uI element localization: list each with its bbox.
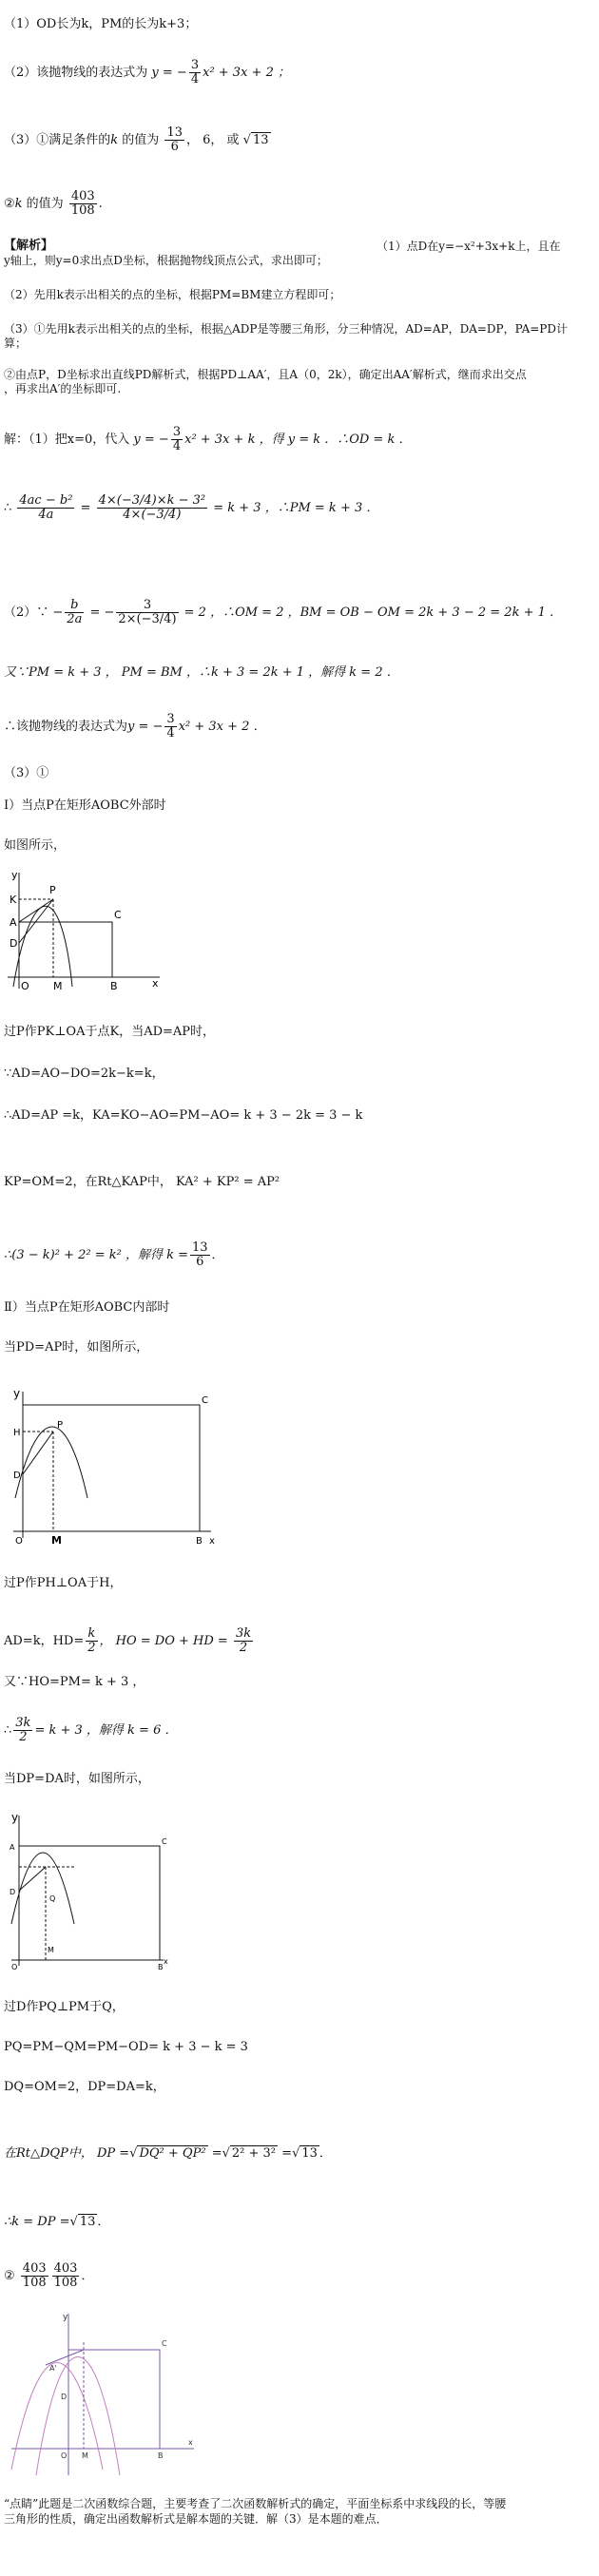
solution-line: ∴AD=AP =k，KA=KO−AO=PM−AO= k + 3 − 2k = 3 − k — [4, 1108, 363, 1123]
solution-line: （2）∵ − $\frac{b}{2a}$ = − $\frac{3}{2\times(-3/4)}$ = 2 ，∴OM = 2 ，BM = OB − OM = 2k + 3 − 2 = 2k + 1 ． — [4, 598, 563, 626]
solution-line: 过P作PH⊥OA于H， — [4, 1576, 123, 1590]
label-q: Q — [49, 1894, 56, 1903]
dp-line — [19, 1867, 46, 1891]
analysis-line: 算； — [4, 336, 28, 350]
solution-line: ② $\frac{403}{108}$ $\frac{403}{108}$ ． — [4, 2261, 94, 2290]
parabola — [13, 906, 72, 987]
analysis-line: ，再求出A′的坐标即可. — [4, 382, 122, 395]
label-b: B — [110, 980, 118, 992]
label-m: M — [53, 980, 63, 992]
rectangle-aobc — [68, 2350, 160, 2449]
figure-case-inside-pd-ap — [10, 1384, 219, 1546]
label-x: x — [188, 2438, 193, 2447]
label-x: x — [152, 977, 159, 990]
analysis-line: y轴上，则y=0求出点D坐标，根据抛物线顶点公式，求出即可； — [4, 254, 328, 267]
fraction: $\frac{3}{4}$ — [190, 58, 200, 87]
analysis-line: （3）①先用k表示出相关的点的坐标，根据△ADP是等腰三角形，分三种情况，AD=AP，DA=DP，PA=PD计 — [4, 322, 569, 336]
solution-line: （3）① — [4, 766, 49, 780]
label-c: C — [202, 1395, 208, 1406]
label-a: A — [10, 916, 17, 929]
answer-part-3: （3）①满足条件的k 的值为 $\frac{13}{6}$ ， 6， 或 √ 13 — [4, 125, 269, 154]
pa-line — [19, 899, 53, 922]
figure-case-outside — [4, 865, 165, 998]
solution-line: ∴(3 − k)² + 2² = k² ，解得 k = $\frac{13}{6}$ ． — [4, 1240, 224, 1269]
solution-line: 如图所示， — [4, 838, 67, 853]
solution-line: 解：（1）把x=0，代入 y = − $\frac{3}{4}$ x² + 3x + k ，得 y = k ．∴OD = k ． — [4, 425, 412, 453]
label-b: B — [158, 2451, 164, 2460]
solution-line: 过D作PQ⊥PM于Q， — [4, 2000, 125, 2014]
label-m: M — [82, 2451, 88, 2460]
label-y: y — [11, 1811, 19, 1824]
label-y: y — [11, 869, 18, 881]
label-x: x — [209, 1536, 215, 1546]
label-x: x — [164, 1957, 168, 1966]
label-o: O — [15, 1536, 23, 1546]
analysis-line: （2）先用k表示出相关的点的坐标，根据PM=BM建立方程即可； — [4, 288, 341, 301]
solution-line: PQ=PM−QM=PM−OD= k + 3 − k = 3 — [4, 2040, 248, 2054]
analysis-line: ②由点P，D坐标求出直线PD解析式，根据PD⊥AA′，且A（0，2k），确定出AA′解析式，继而求出交点 — [4, 368, 527, 381]
solution-line: Ⅱ）当点P在矩形AOBC内部时 — [4, 1300, 170, 1315]
answer-part-1: （1）OD长为k，PM的长为k+3； — [4, 17, 198, 31]
comment-line: 三角形的性质，确定出函数解析式是解本题的关键．解（3）是本题的难点． — [4, 2512, 388, 2526]
label-c: C — [162, 2339, 167, 2348]
label-d: D — [10, 1888, 16, 1896]
label-h: H — [13, 1428, 21, 1438]
label-c: C — [114, 909, 122, 921]
label-o: O — [11, 1963, 18, 1971]
fraction: $\frac{403}{108}$ — [70, 189, 95, 218]
rectangle-aobc — [19, 1846, 160, 1960]
comment-line: “点睛”此题是二次函数综合题，主要考查了二次函数解析式的确定，平面坐标系中求线段的长，等腰 — [4, 2497, 507, 2510]
label-y: y — [13, 1387, 21, 1400]
parabola — [15, 1427, 87, 1498]
parabola — [11, 1853, 74, 1924]
fraction: $\frac{13}{6}$ — [166, 125, 183, 154]
solution-line: Ⅰ）当点P在矩形AOBC外部时 — [4, 798, 166, 813]
label-m: M — [51, 1534, 62, 1546]
solution-line: 当PD=AP时，如图所示， — [4, 1340, 149, 1355]
figure-reflection — [8, 2308, 198, 2479]
label-o: O — [61, 2451, 68, 2460]
parabola-2 — [11, 2363, 103, 2470]
solution-line: 又∵PM = k + 3 ， PM = BM ，∴k + 3 = 2k + 1 ，解得 k = 2 ． — [4, 665, 399, 680]
rectangle-aobc — [23, 1405, 200, 1531]
solution-line: DQ=OM=2，DP=DA=k， — [4, 2080, 165, 2094]
solution-line: 在Rt△DQP中， DP =√ DQ² + QP² =√ 2² + 3² =√ 13 ． — [4, 2146, 332, 2161]
label-b: B — [196, 1536, 203, 1546]
answer-part-2: （2）该抛物线的表达式为 y = − $\frac{3}{4}$ x² + 3x + 2 ； — [4, 58, 290, 87]
label-d: D — [61, 2393, 68, 2401]
solution-line: 过P作PK⊥OA于点K，当AD=AP时， — [4, 1025, 216, 1039]
pd-line — [19, 899, 53, 943]
answer-part-4: ②k 的值为 $\frac{403}{108}$ . — [4, 189, 103, 218]
label-b: B — [158, 1963, 164, 1971]
label-d: D — [10, 937, 18, 950]
label-k: K — [10, 894, 17, 906]
solution-line: 当DP=DA时，如图所示， — [4, 1772, 150, 1786]
solution-line: 又∵HO=PM= k + 3 ， — [4, 1675, 145, 1689]
analysis-label: 【解析】 — [4, 239, 54, 253]
label-o: O — [21, 980, 29, 992]
label-a: A — [10, 1843, 15, 1852]
label-a-prime: A' — [49, 2364, 57, 2373]
solution-line: KP=OM=2，在Rt△KAP中， KA² + KP² = AP² — [4, 1175, 280, 1189]
pd-line — [23, 1432, 53, 1474]
label-p: P — [49, 884, 56, 896]
solution-line: AD=k，HD= $\frac{k}{2}$ ， HO = DO + HD = $\frac{3k}{2}$ — [4, 1626, 252, 1655]
rectangle-aobc — [19, 922, 112, 977]
solution-line: ∴ $\frac{3k}{2}$ = k + 3 ，解得 k = 6 ． — [4, 1716, 178, 1744]
solution-line: ∵AD=AO−DO=2k−k=k， — [4, 1067, 164, 1081]
parabola-1 — [36, 2357, 120, 2476]
label-p: P — [57, 1420, 64, 1431]
solution-line: ∴该抛物线的表达式为y = − $\frac{3}{4}$ x² + 3x + 2 ． — [4, 712, 266, 740]
analysis-line: （1）点D在y=−x²+3x+k上，且在 — [377, 240, 561, 253]
solution-line: ∴k = DP =√ 13 ． — [4, 2215, 110, 2229]
label-c: C — [162, 1837, 167, 1846]
label-m: M — [48, 1946, 54, 1954]
label-y: y — [63, 2313, 68, 2322]
figure-case-inside-dp-da — [8, 1810, 169, 1971]
solution-vertex-formula: ∴ $\frac{\text{4ac − b²}}{4a}$ = $\frac{\text{4×(−3/4)×k − 3²}}{4\times(-3/4)}$ = k + 3 ，∴PM = k + 3 ． — [4, 493, 379, 522]
label-d: D — [13, 1471, 21, 1481]
